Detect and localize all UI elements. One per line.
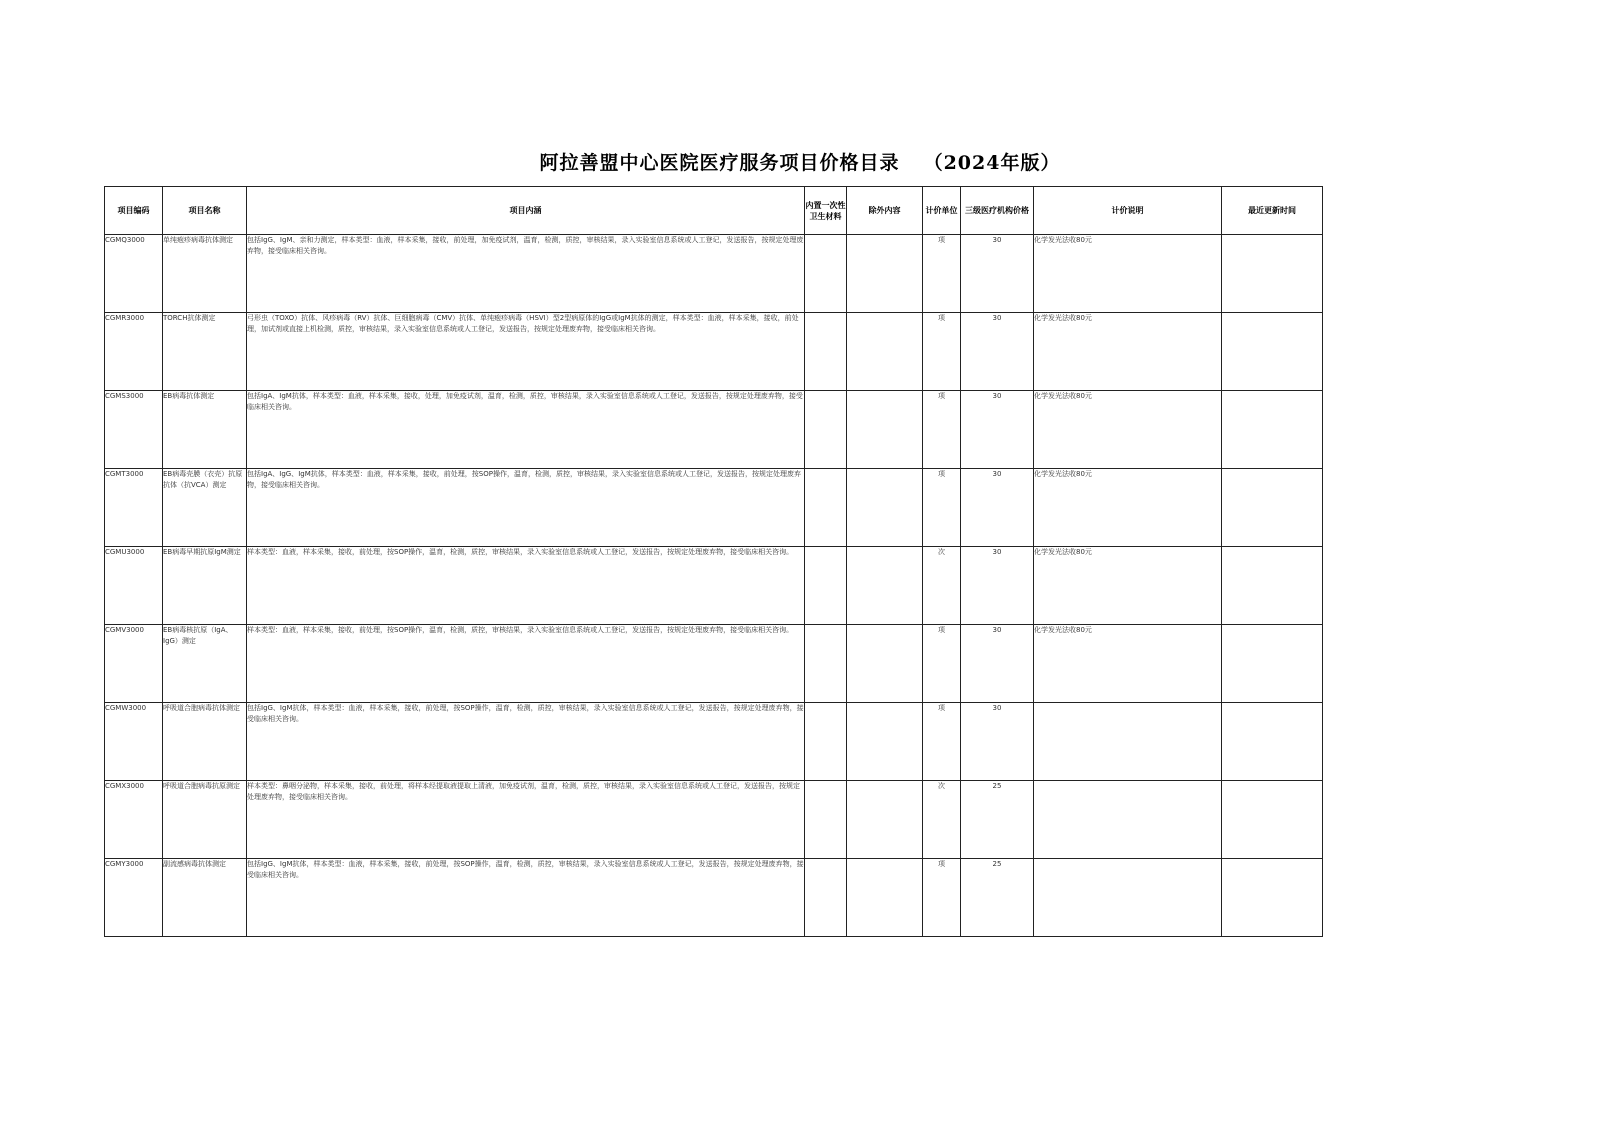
cell-note: 化学发光法收80元 xyxy=(1034,235,1222,313)
cell-price: 30 xyxy=(961,391,1034,469)
cell-updated xyxy=(1222,469,1323,547)
cell-content: 包括IgG、IgM抗体，样本类型：血液，样本采集，接收，前处理，按SOP操作，温育，检测，质控，审核结果，录入实验室信息系统或人工登记，发送报告，按规定处理废弃物，接受临床相关咨询。 xyxy=(247,703,805,781)
cell-excluded xyxy=(847,235,923,313)
cell-excluded xyxy=(847,781,923,859)
cell-consumables xyxy=(805,703,847,781)
cell-unit: 项 xyxy=(923,625,961,703)
cell-updated xyxy=(1222,235,1323,313)
cell-price: 25 xyxy=(961,781,1034,859)
cell-name: EB病毒核抗原（IgA、IgG）测定 xyxy=(163,625,247,703)
cell-updated xyxy=(1222,547,1323,625)
cell-name: EB病毒抗体测定 xyxy=(163,391,247,469)
cell-content: 包括IgG、IgM抗体，样本类型：血液，样本采集，接收，前处理，按SOP操作，温育，检测，质控，审核结果，录入实验室信息系统或人工登记，发送报告，按规定处理废弃物，接受临床相关咨询。 xyxy=(247,859,805,937)
cell-code: CGMW3000 xyxy=(105,703,163,781)
cell-consumables xyxy=(805,391,847,469)
header-pricing-note: 计价说明 xyxy=(1034,187,1222,235)
cell-name: EB病毒早期抗原IgM测定 xyxy=(163,547,247,625)
table-row xyxy=(105,781,1323,859)
cell-note: 化学发光法收80元 xyxy=(1034,625,1222,703)
cell-excluded xyxy=(847,313,923,391)
cell-unit: 次 xyxy=(923,547,961,625)
cell-content: 包括IgA、IgM抗体，样本类型：血液，样本采集，接收，处理，加免疫试剂，温育，检测，质控，审核结果，录入实验室信息系统或人工登记，发送报告，按规定处理废弃物，接受临床相关咨询。 xyxy=(247,391,805,469)
cell-price: 30 xyxy=(961,235,1034,313)
table-row xyxy=(105,469,1323,547)
header-price: 三级医疗机构价格 xyxy=(961,187,1034,235)
cell-updated xyxy=(1222,781,1323,859)
cell-excluded xyxy=(847,469,923,547)
cell-unit: 项 xyxy=(923,235,961,313)
cell-unit: 项 xyxy=(923,859,961,937)
document-edition: （2024年版） xyxy=(923,152,1061,174)
cell-consumables xyxy=(805,859,847,937)
cell-code: CGMR3000 xyxy=(105,313,163,391)
cell-updated xyxy=(1222,703,1323,781)
cell-content: 样本类型：血液，样本采集，接收，前处理，按SOP操作，温育，检测，质控，审核结果，录入实验室信息系统或人工登记，发送报告，按规定处理废弃物，接受临床相关咨询。 xyxy=(247,547,805,625)
cell-note: 化学发光法收80元 xyxy=(1034,469,1222,547)
table-body xyxy=(105,235,1323,937)
cell-updated xyxy=(1222,391,1323,469)
table-row xyxy=(105,391,1323,469)
cell-code: CGMT3000 xyxy=(105,469,163,547)
cell-excluded xyxy=(847,859,923,937)
cell-code: CGMY3000 xyxy=(105,859,163,937)
cell-note xyxy=(1034,781,1222,859)
cell-note xyxy=(1034,859,1222,937)
cell-content: 包括IgA、IgG、IgM抗体，样本类型：血液，样本采集，接收，前处理，按SOP操作，温育，检测，质控，审核结果，录入实验室信息系统或人工登记，发送报告，按规定处理废弃物，接受临床相关咨询。 xyxy=(247,469,805,547)
header-updated: 最近更新时间 xyxy=(1222,187,1323,235)
table-row xyxy=(105,625,1323,703)
cell-updated xyxy=(1222,625,1323,703)
cell-code: CGMV3000 xyxy=(105,625,163,703)
cell-consumables xyxy=(805,469,847,547)
header-name: 项目名称 xyxy=(163,187,247,235)
header-excluded: 除外内容 xyxy=(847,187,923,235)
cell-code: CGMU3000 xyxy=(105,547,163,625)
cell-code: CGMQ3000 xyxy=(105,235,163,313)
table-row xyxy=(105,859,1323,937)
table-row xyxy=(105,313,1323,391)
table-row xyxy=(105,703,1323,781)
cell-price: 30 xyxy=(961,703,1034,781)
cell-note: 化学发光法收80元 xyxy=(1034,313,1222,391)
header-row xyxy=(105,187,1323,235)
cell-unit: 次 xyxy=(923,781,961,859)
cell-unit: 项 xyxy=(923,313,961,391)
cell-price: 30 xyxy=(961,469,1034,547)
cell-content: 样本类型：血液，样本采集，接收，前处理，按SOP操作，温育，检测，质控，审核结果，录入实验室信息系统或人工登记，发送报告，按规定处理废弃物，接受临床相关咨询。 xyxy=(247,625,805,703)
cell-consumables xyxy=(805,625,847,703)
cell-consumables xyxy=(805,235,847,313)
cell-updated xyxy=(1222,313,1323,391)
cell-note xyxy=(1034,703,1222,781)
cell-unit: 项 xyxy=(923,703,961,781)
cell-consumables xyxy=(805,313,847,391)
cell-content: 样本类型：鼻咽分泌物，样本采集，接收，前处理，将样本经提取液提取上清液，加免疫试剂，温育，检测，质控，审核结果，录入实验室信息系统或人工登记，发送报告，按规定处理废弃物，接受临床相关咨询。 xyxy=(247,781,805,859)
document-title: 阿拉善盟中心医院医疗服务项目价格目录 xyxy=(539,152,900,174)
cell-excluded xyxy=(847,625,923,703)
cell-price: 30 xyxy=(961,547,1034,625)
header-unit: 计价单位 xyxy=(923,187,961,235)
header-content: 项目内涵 xyxy=(247,187,805,235)
cell-note: 化学发光法收80元 xyxy=(1034,391,1222,469)
cell-unit: 项 xyxy=(923,469,961,547)
header-code: 项目编码 xyxy=(105,187,163,235)
cell-name: TORCH抗体测定 xyxy=(163,313,247,391)
cell-excluded xyxy=(847,547,923,625)
cell-consumables xyxy=(805,781,847,859)
cell-price: 30 xyxy=(961,313,1034,391)
table-row xyxy=(105,235,1323,313)
cell-name: 呼吸道合胞病毒抗体测定 xyxy=(163,703,247,781)
cell-note: 化学发光法收80元 xyxy=(1034,547,1222,625)
cell-content: 包括IgG、IgM、亲和力测定，样本类型：血液，样本采集，接收，前处理，加免疫试剂，温育，检测，质控，审核结果，录入实验室信息系统或人工登记，发送报告，按规定处理废弃物，接受临床相关咨询。 xyxy=(247,235,805,313)
header-consumables: 内置一次性卫生材料 xyxy=(805,187,847,235)
cell-name: EB病毒壳膜（衣壳）抗原抗体（抗VCA）测定 xyxy=(163,469,247,547)
cell-name: 单纯疱疹病毒抗体测定 xyxy=(163,235,247,313)
page-title xyxy=(0,148,1600,175)
cell-price: 30 xyxy=(961,625,1034,703)
cell-unit: 项 xyxy=(923,391,961,469)
cell-code: CGMX3000 xyxy=(105,781,163,859)
cell-updated xyxy=(1222,859,1323,937)
cell-content: 弓形虫（TOXO）抗体、风疹病毒（RV）抗体、巨细胞病毒（CMV）抗体、单纯疱疹病毒（HSVⅠ）型2型病原体的IgG或IgM抗体的测定，样本类型：血液，样本采集，接收，前处理，加试剂或直接上机检测，质控，审核结果，录入实验室信息系统或人工登记，发送报告，按规定处理废弃物，接受临床相关咨询。 xyxy=(247,313,805,391)
table-row xyxy=(105,547,1323,625)
cell-code: CGMS3000 xyxy=(105,391,163,469)
cell-price: 25 xyxy=(961,859,1034,937)
cell-excluded xyxy=(847,703,923,781)
cell-excluded xyxy=(847,391,923,469)
price-table xyxy=(104,186,1323,937)
cell-name: 呼吸道合胞病毒抗原测定 xyxy=(163,781,247,859)
cell-name: 副流感病毒抗体测定 xyxy=(163,859,247,937)
cell-consumables xyxy=(805,547,847,625)
